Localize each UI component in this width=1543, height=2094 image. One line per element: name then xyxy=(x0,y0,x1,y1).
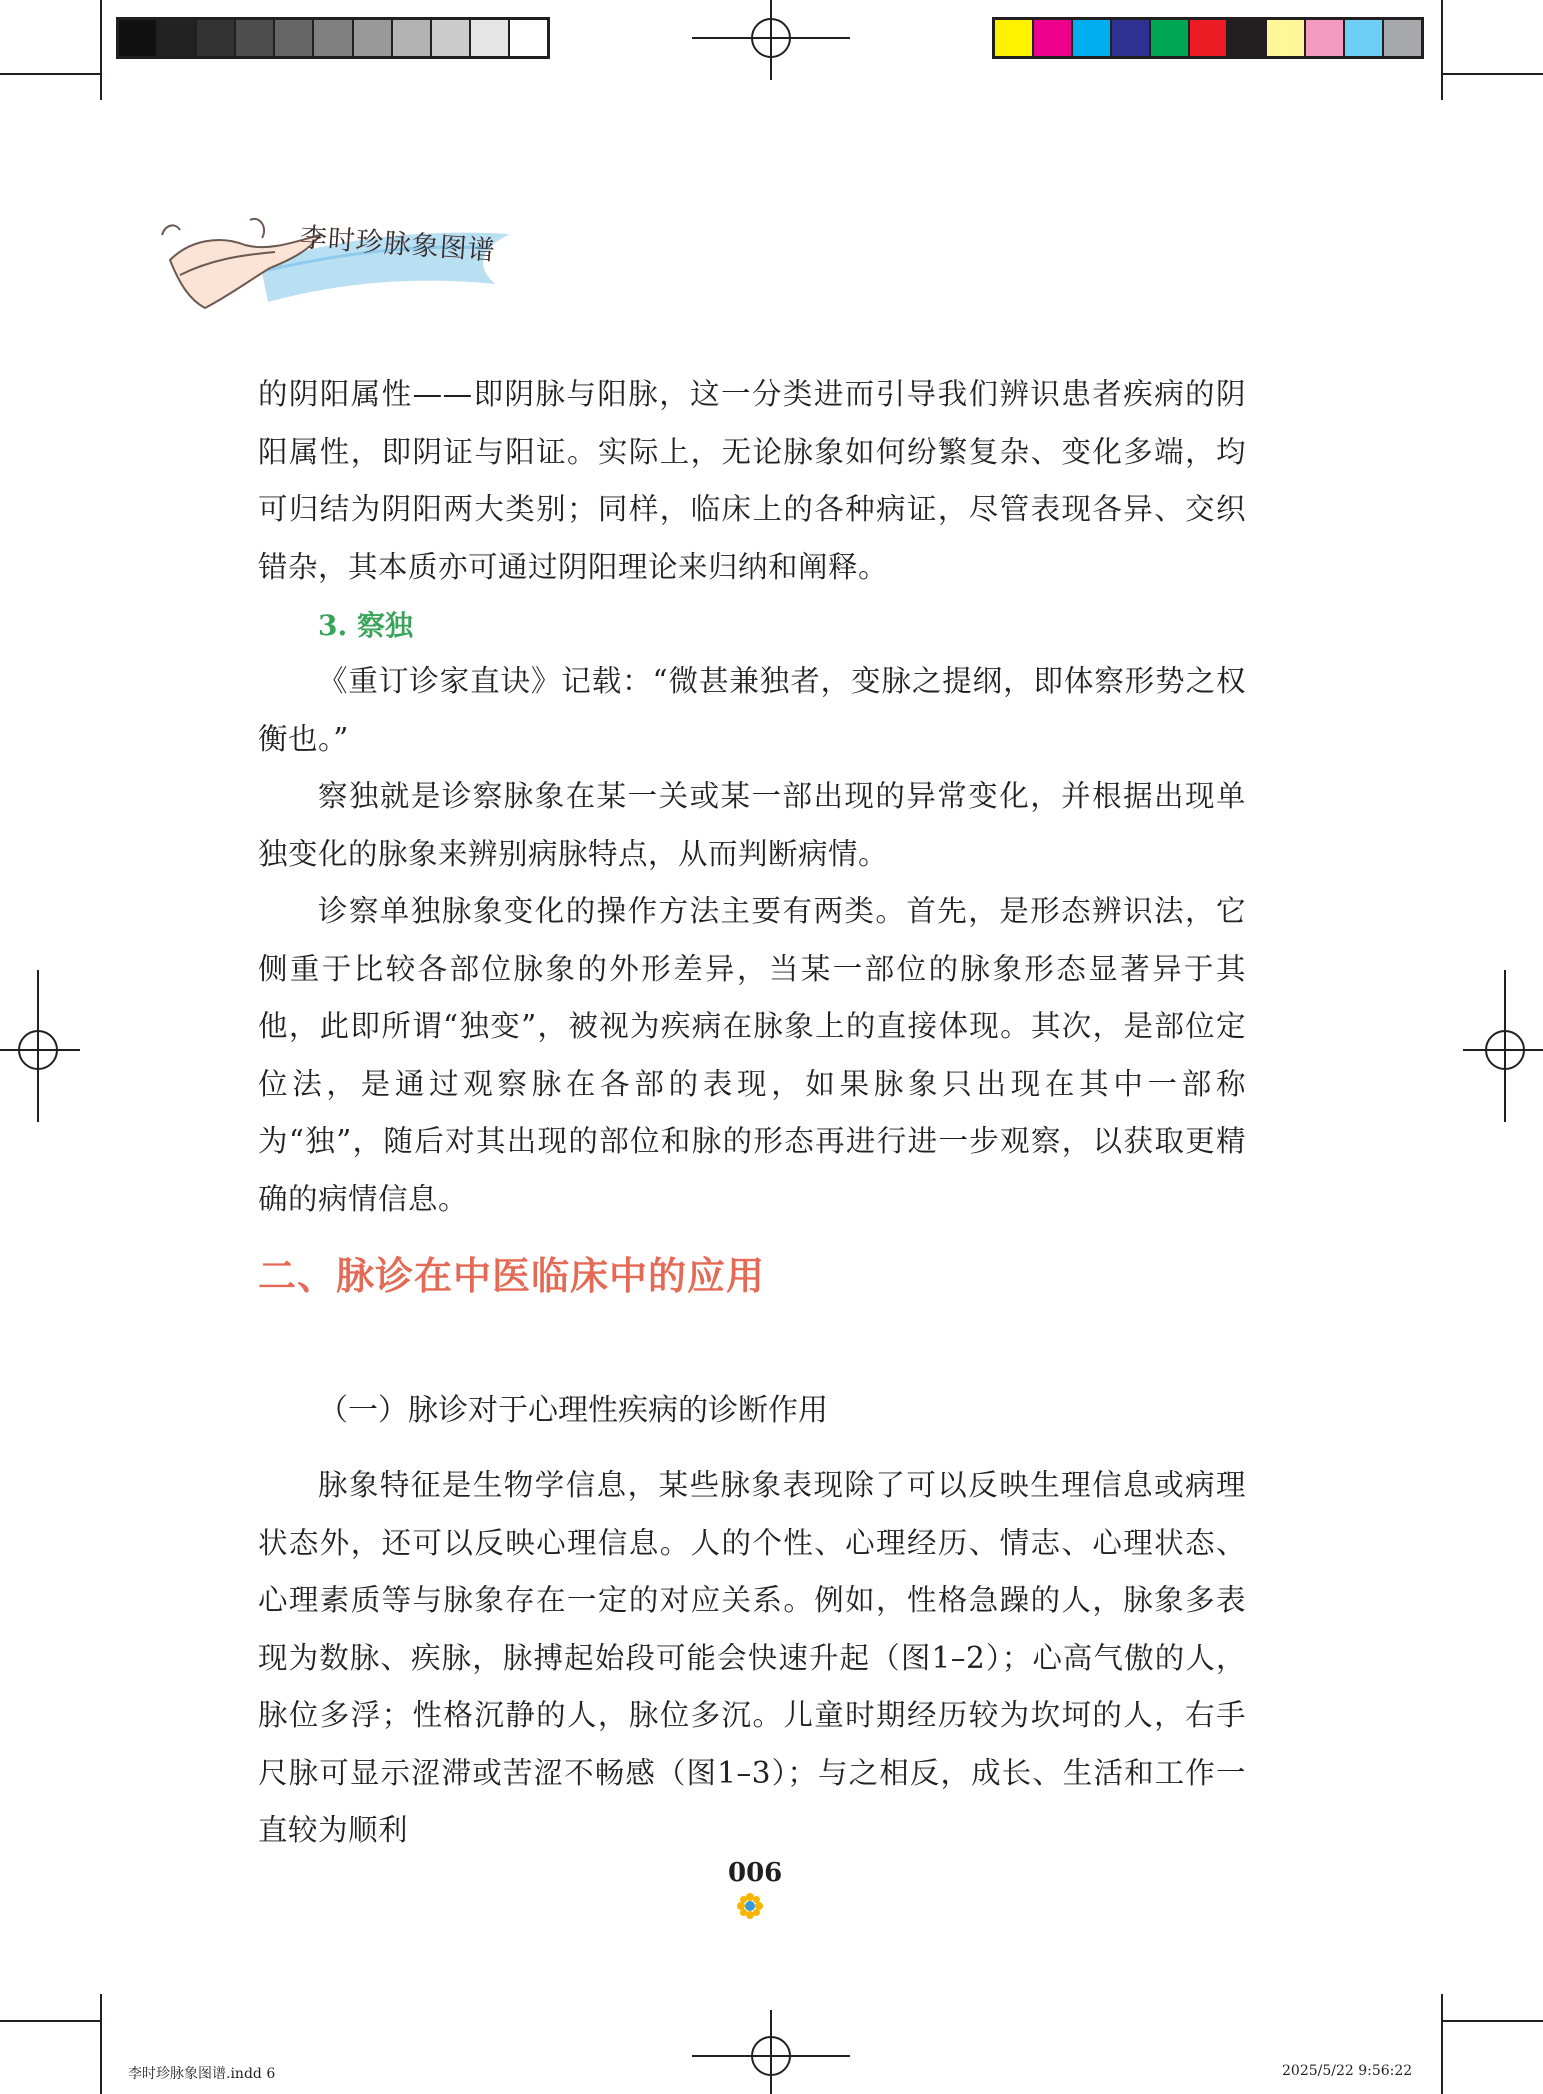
gray-swatch-2 xyxy=(158,20,197,56)
book-title: 李时珍脉象图谱 xyxy=(298,222,497,267)
subheading-cha-du: 3. 察独 xyxy=(318,609,413,642)
footer-timestamp: 2025/5/22 9:56:22 xyxy=(1282,2063,1413,2079)
paragraph-quote: 《重订诊家直诀》记载：“微甚兼独者，变脉之提纲，即体察形势之权衡也。” xyxy=(258,664,1246,756)
color-swatch-5 xyxy=(1151,20,1190,56)
gray-swatch-8 xyxy=(393,20,432,56)
footer-filename: 李时珍脉象图谱.indd 6 xyxy=(128,2066,276,2082)
grayscale-bar xyxy=(116,17,550,59)
color-swatch-8 xyxy=(1267,20,1306,56)
color-swatch-1 xyxy=(995,20,1034,56)
gray-swatch-4 xyxy=(236,20,275,56)
paragraph-methods: 诊察单独脉象变化的操作方法主要有两类。首先，是形态辨识法，它侧重于比较各部位脉象的外形差异，当某一部位的脉象形态显著异于其他，此即所谓“独变”，被视为疾病在脉象上的直接体现。其次，是部位定位法，是通过观察脉在各部的表现，如果脉象只出现在其中一部称为“独”，随后对其出现的部位和脉的形态再进行进一步观察，以获取更精确的病情信息。 xyxy=(258,894,1246,1216)
gray-swatch-11 xyxy=(510,20,547,56)
paragraph-psychological: 脉象特征是生物学信息，某些脉象表现除了可以反映生理信息或病理状态外，还可以反映心理信息。人的个性、心理经历、情志、心理状态、心理素质等与脉象存在一定的对应关系。例如，性格急躁的人，脉象多表现为数脉、疾脉，脉搏起始段可能会快速升起（图1–2）；心高气傲的人，脉位多浮；性格沉静的人，脉位多沉。儿童时期经历较为坎坷的人，右手尺脉可显示涩滞或苦涩不畅感（图1–3）；与之相反，成长、生活和工作一直较为顺利 xyxy=(258,1468,1246,1847)
paragraph-yin-yang: 的阴阳属性——即阴脉与阳脉，这一分类进而引导我们辨识患者疾病的阴阳属性，即阴证与阳证。实际上，无论脉象如何纷繁复杂、变化多端，均可归结为阴阳两大类别；同样，临床上的各种病证，尽管表现各异、交织错杂，其本质亦可通过阴阳理论来归纳和阐释。 xyxy=(258,377,1246,584)
color-swatch-2 xyxy=(1034,20,1073,56)
gray-swatch-9 xyxy=(432,20,471,56)
gray-swatch-7 xyxy=(354,20,393,56)
gray-swatch-5 xyxy=(275,20,314,56)
color-swatch-11 xyxy=(1384,20,1421,56)
color-swatch-3 xyxy=(1073,20,1112,56)
color-swatch-4 xyxy=(1112,20,1151,56)
color-swatch-10 xyxy=(1345,20,1384,56)
flower-ornament-icon xyxy=(737,1893,763,1919)
section-title: 二、脉诊在中医临床中的应用 xyxy=(258,1254,766,1298)
gray-swatch-3 xyxy=(197,20,236,56)
color-swatch-7 xyxy=(1228,20,1267,56)
gray-swatch-1 xyxy=(119,20,158,56)
subsection-title: （一）脉诊对于心理性疾病的诊断作用 xyxy=(318,1393,828,1428)
paragraph-cha-du-definition: 察独就是诊察脉象在某一关或某一部出现的异常变化，并根据出现单独变化的脉象来辨别病脉特点，从而判断病情。 xyxy=(258,779,1246,871)
process-color-bar xyxy=(992,17,1424,59)
color-swatch-6 xyxy=(1190,20,1229,56)
color-swatch-9 xyxy=(1306,20,1345,56)
gray-swatch-10 xyxy=(471,20,510,56)
gray-swatch-6 xyxy=(314,20,353,56)
page-number: 006 xyxy=(728,1858,783,1888)
